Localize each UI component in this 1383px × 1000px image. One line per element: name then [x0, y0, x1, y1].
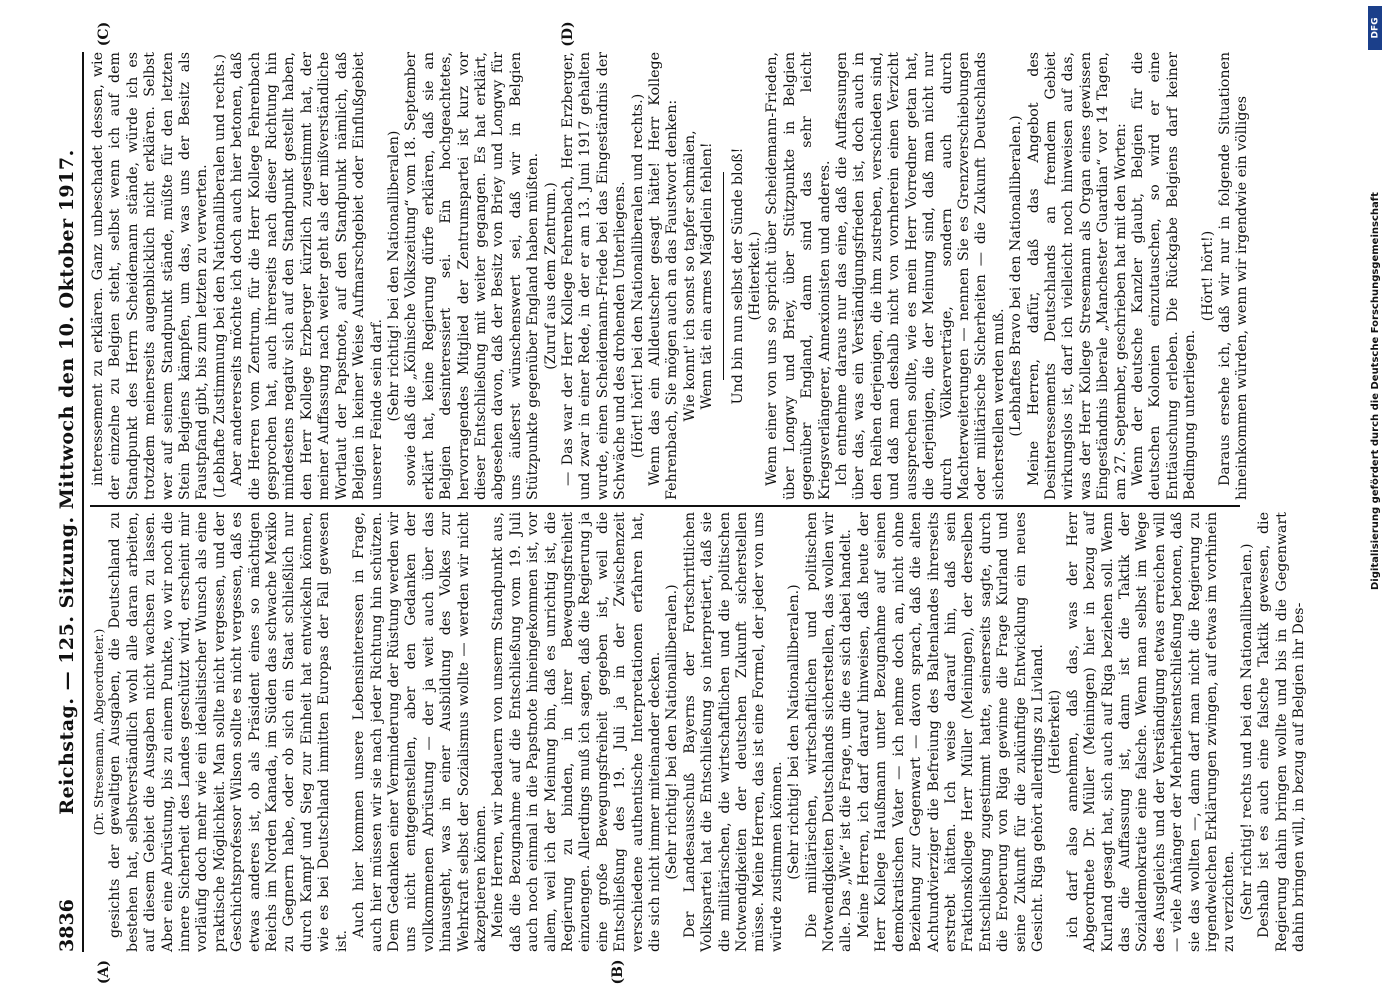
dfg-logo-text: DFG — [1370, 17, 1381, 39]
speaker-line: (Dr. Stresemann, Abgeordneter.) — [91, 628, 106, 836]
paragraph: Der Landesausschuß Bayerns der Fortschrittlichen Volkspartei hat die Entschließung so interpretiert, daß sie die militärischen, die wirtschaftlichen und die politischen Notwendigkeiten der deutschen Zukunft sicherstellen müsse. Meine Herren, das ist eine Formel, der jeder von uns würde zustimmen können. — [681, 512, 785, 952]
digitization-note: Digitalisierung gefördert durch die Deutsche Forschungsgemeinschaft — [1370, 192, 1381, 590]
verse-line: Und bin nun selbst der Sünde bloß! — [729, 147, 746, 405]
page-header — [52, 52, 84, 952]
interjection: (Hört! hört!) — [1199, 230, 1216, 322]
paragraph: Aber andererseits möchte ich doch auch hier betonen, daß die Herren vom Zentrum, für die Herr Kollege Fehrenbach gesprochen hat, auch ihrerseits nach dieser Richtung hin mindestens negativ sich auf den Standpunkt gestellt haben, den Herr Kollege Erzberger kürzlich zugestimmt hat, der meiner Auffassung nach weiter geht als der mißverständliche Wortlaut der Papstnote, auf den Standpunkt nämlich, daß Belgien in keiner Weise Aufmarschgebiet oder Einflußgebiet unserer Feinde sein darf. — [229, 52, 385, 500]
page-title: Reichstag. — 125. Sitzung. Mittwoch den 10. Oktober 1917. — [56, 149, 78, 815]
verse-line: Wenn tät ein armes Mägdlein fehlen! — [699, 142, 716, 410]
paragraph: Deshalb ist es auch eine falsche Taktik gewesen, die Regierung dahin bringen wollte und bis in die Gegenwart dahin bringen will, in bezug auf Belgien ihr Des- — [1256, 512, 1308, 952]
column-divider — [90, 506, 1240, 508]
paragraph: Daraus ersehe ich, daß wir nur in folgende Situationen hineinkommen würden, wenn wir irgendwie ein völliges — [1217, 52, 1251, 500]
margin-marker-a: (A) — [96, 959, 112, 985]
verse-line: Wie konnt' ich sonst so tapfer schmälen, — [681, 130, 698, 422]
margin-marker-d: (D) — [560, 21, 576, 47]
interjection: (Sehr richtig! bei den Nationalliberalen.) — [786, 584, 803, 880]
paragraph: Meine Herren, ich darf darauf hinweisen, daß heute der Herr Kollege Haußmann unter Bezugnahme auf seinen demokratischen Vater — ich nehme doch an, nicht ohne Beziehung zur Gegenwart — davon sprach, daß die alten Achtundvierziger die Befreiung des Baltenlandes ihrerseits erstrebt hätten. Ich weise darauf hin, daß sein Fraktionskollege Herr Müller (Meiningen), der derselben Entschließung zugestimmt hatte, seinerseits sagte, durch die Eroberung von Riga gewinne die Frage Kurland und seine Zukunft für die zukünftige Entwicklung ein neues Gesicht. Riga gehört allerdings zu Livland. — [855, 512, 1046, 952]
interjection: (Sehr richtig! rechts und bei den Nationalliberalen.) — [1238, 543, 1255, 921]
paragraph: Meine Herren, wir bedauern von unserm Standpunkt aus, daß die Bezugnahme auf die Entschließung vom 19. Juli auch noch einmal in die Papstnote hineingekommen ist, vor allem, weil ich der Meinung bin, daß es unrichtig ist, die Regierung zu binden, in ihrer Bewegungsfreiheit einzuengen. Allerdings muß ich sagen, daß die Regierung ja eine große Bewegungsfreiheit gegeben ist, weil die Entschließung des 19. Juli ja in der Zwischenzeit verschiedene authentische Interpretationen erfahren hat, die sich nicht immer miteinander decken. — [490, 512, 663, 952]
quotation: Wenn der deutsche Kanzler glaubt, Belgien für die deutschen Kolonien einzutauschen, so wird er eine Enttäuschung erleben. Die Rückgabe Belgiens darf keiner Bedingung unterliegen. — [1129, 52, 1199, 500]
left-text-column — [90, 512, 1308, 952]
interjection: (Lebhaftes Bravo bei den Nationalliberalen.) — [1008, 115, 1025, 437]
paragraph: Auch hier kommen unsere Lebensinteressen in Frage, auch hier müssen wir sie nach jeder Richtung hin schützen. Dem Gedanken einer Verminderung der Rüstung werden wir uns nicht entgegenstellen, aber den Gedanken der vollkommenen Abrüstung — der ja weit auch über das hinausgeht, was in einer Ausbildung des Volkes zur Wehrkraft selbst der Sozialismus wollte — werden wir nicht akzeptieren können. — [351, 512, 489, 952]
right-text-column — [90, 52, 1251, 500]
page-number: 3836 — [56, 899, 78, 952]
paragraph: Ich entnehme daraus nur das eine, daß die Auffassungen über das, was ein Verständigungsfrieden ist, doch auch in den Reihen derjenigen, die ihm zustreben, verschieden sind, und daß man deshalb nicht von vornherein einen Verzicht aussprechen sollte, wie es mein Herr Vorredner getan hat, die derjenigen, die der Meinung sind, daß man nicht nur durch Völkerverträge, sondern auch durch Machterweiterungen — nennen Sie es Grenzverschiebungen oder militärische Sicherheiten — die Zukunft Deutschlands sicherstellen werden muß. — [834, 52, 1007, 500]
paragraph: gesichts der gewaltigen Ausgaben, die Deutschland zu bestehen hat, selbstverständlich wohl alle daran arbeiten, auf diesem Gebiet die Ausgaben nicht wachsen zu lassen. Aber eine Abrüstung, bis zu einem Punkte, wo wir noch die innere Sicherheit des Landes geschützt wird, erscheint mir vorläufig doch mehr wie ein idealistischer Wunsch als eine praktische Möglichkeit. Man sollte nicht vergessen, und der Geschichtsprofessor Wilson sollte es nicht vergessen, daß es etwas anderes ist, ob als Präsident eines so mächtigen Reichs im Norden Kanada, im Süden das schwache Mexiko zu Gegnern habe, oder ob sich ein Staat schließlich nur durch Kampf und Sieg zur Einheit hat entwickeln können, wie es bei Deutschland inmitten Europas der Fall gewesen ist. — [107, 512, 350, 952]
paragraph: Wenn einer von uns so spricht über Scheidemann-Frieden, über Longwy und Briey, über Stützpunkte in Belgien gegenüber England, dann sind das sehr leicht Kriegsverlängerer, Annexionisten und anderes. — [764, 52, 833, 500]
interjection: (Sehr richtig! bei den Nationalliberalen) — [385, 130, 402, 422]
paragraph: Meine Herren, dafür, daß das Angebot des Desinteressements Deutschlands an fremdem Gebiet wirkungslos ist, darf ich vielleicht noch hinweisen auf das, was der Herr Kollege Stresemann als Organ eines gewissen Eingeständnis liberale „Manchester Guardian“ vor 14 Tagen, am 27. September, geschrieben hat mit den Worten: — [1025, 52, 1129, 500]
paragraph: Wenn das ein Alldeutscher gesagt hätte! Herr Kollege Fehrenbach, Sie mögen auch an das Faustwort denken: — [647, 52, 681, 500]
dfg-logo — [1368, 6, 1382, 50]
interjection: (Sehr richtig! bei den Nationalliberalen.) — [664, 584, 681, 880]
paragraph: sowie daß die „Kölnische Volkszeitung“ vom 18. September erklärt hat, keine Regierung dürfe erklären, daß sie an Belgien desinteressiert sei. Ein hochgeachtetes, hervorragendes Mitglied der Zentrumspartei ist kurz vor dieser Entschließung mit weiter gegangen. Es hat erklärt, abgesehen davon, daß der Besitz von Briey und Longwy für uns äußerst wünschenswert sei, daß wir in Belgien Stützpunkte gegenüber England haben müßten. — [403, 52, 542, 500]
interjection: (Zuruf aus dem Zentrum.) — [542, 182, 559, 370]
paragraph: interessement zu erklären. Ganz unbeschadet dessen, wie der einzelne zu Belgien steht, selbst wenn ich auf dem Standpunkt des Herrn Scheidemann stände, würde ich es trotzdem meinerseits augenblicklich nicht erklären. Selbst wer auf seinem Standpunkt stände, müßte für den letzten Stein Belgiens kämpfen, um das, was uns der Besitz als Faustpfand gibt, bis zum letzten zu verwerten. — [90, 52, 211, 500]
paragraph: Die militärischen, wirtschaftlichen und politischen Notwendigkeiten Deutschlands sicherstellen, das wollen wir alle. Das „Wie“ ist die Frage, um die es sich dabei handelt. — [803, 512, 855, 952]
margin-marker-b: (B) — [610, 959, 626, 985]
margin-marker-c: (C) — [96, 21, 112, 47]
interjection: (Heiterkeit.) — [747, 231, 764, 321]
paragraph: — Das war der Herr Kollege Fehrenbach, Herr Erzberger, und zwar in einer Rede, in der er am 13. Juni 1917 gehalten wurde, einen Scheidemann-Friede bei das Eingeständnis der Schwäche und des drohenden Unterliegens. — [559, 52, 629, 500]
interjection: (Hört! hört! bei den Nationalliberalen und rechts.) — [629, 93, 646, 459]
interjection: (Heiterkeit) — [1047, 689, 1064, 775]
interjection: (Lebhafte Zustimmung bei den Nationalliberalen und rechts.) — [211, 53, 228, 499]
section-rule — [723, 172, 724, 380]
paragraph: ich darf also annehmen, daß das, was der Herr Abgeordnete Dr. Müller (Meiningen) hier in bezug auf Kurland gesagt hat, sich auch auf Riga beziehen soll. Wenn das die Auffassung ist, dann ist die Taktik der Sozialdemokratie eine falsche. Wenn man selbst im Wege des Ausgleichs und der Verständigung etwas erreichen will — viele Anhänger der Mehrheitsentschließung betonen, daß sie das wollten —, dann darf man nicht die Regierung zu irgendwelchen Erklärungen zwingen, auf etwas im vorhinein zu verzichten. — [1064, 512, 1238, 952]
